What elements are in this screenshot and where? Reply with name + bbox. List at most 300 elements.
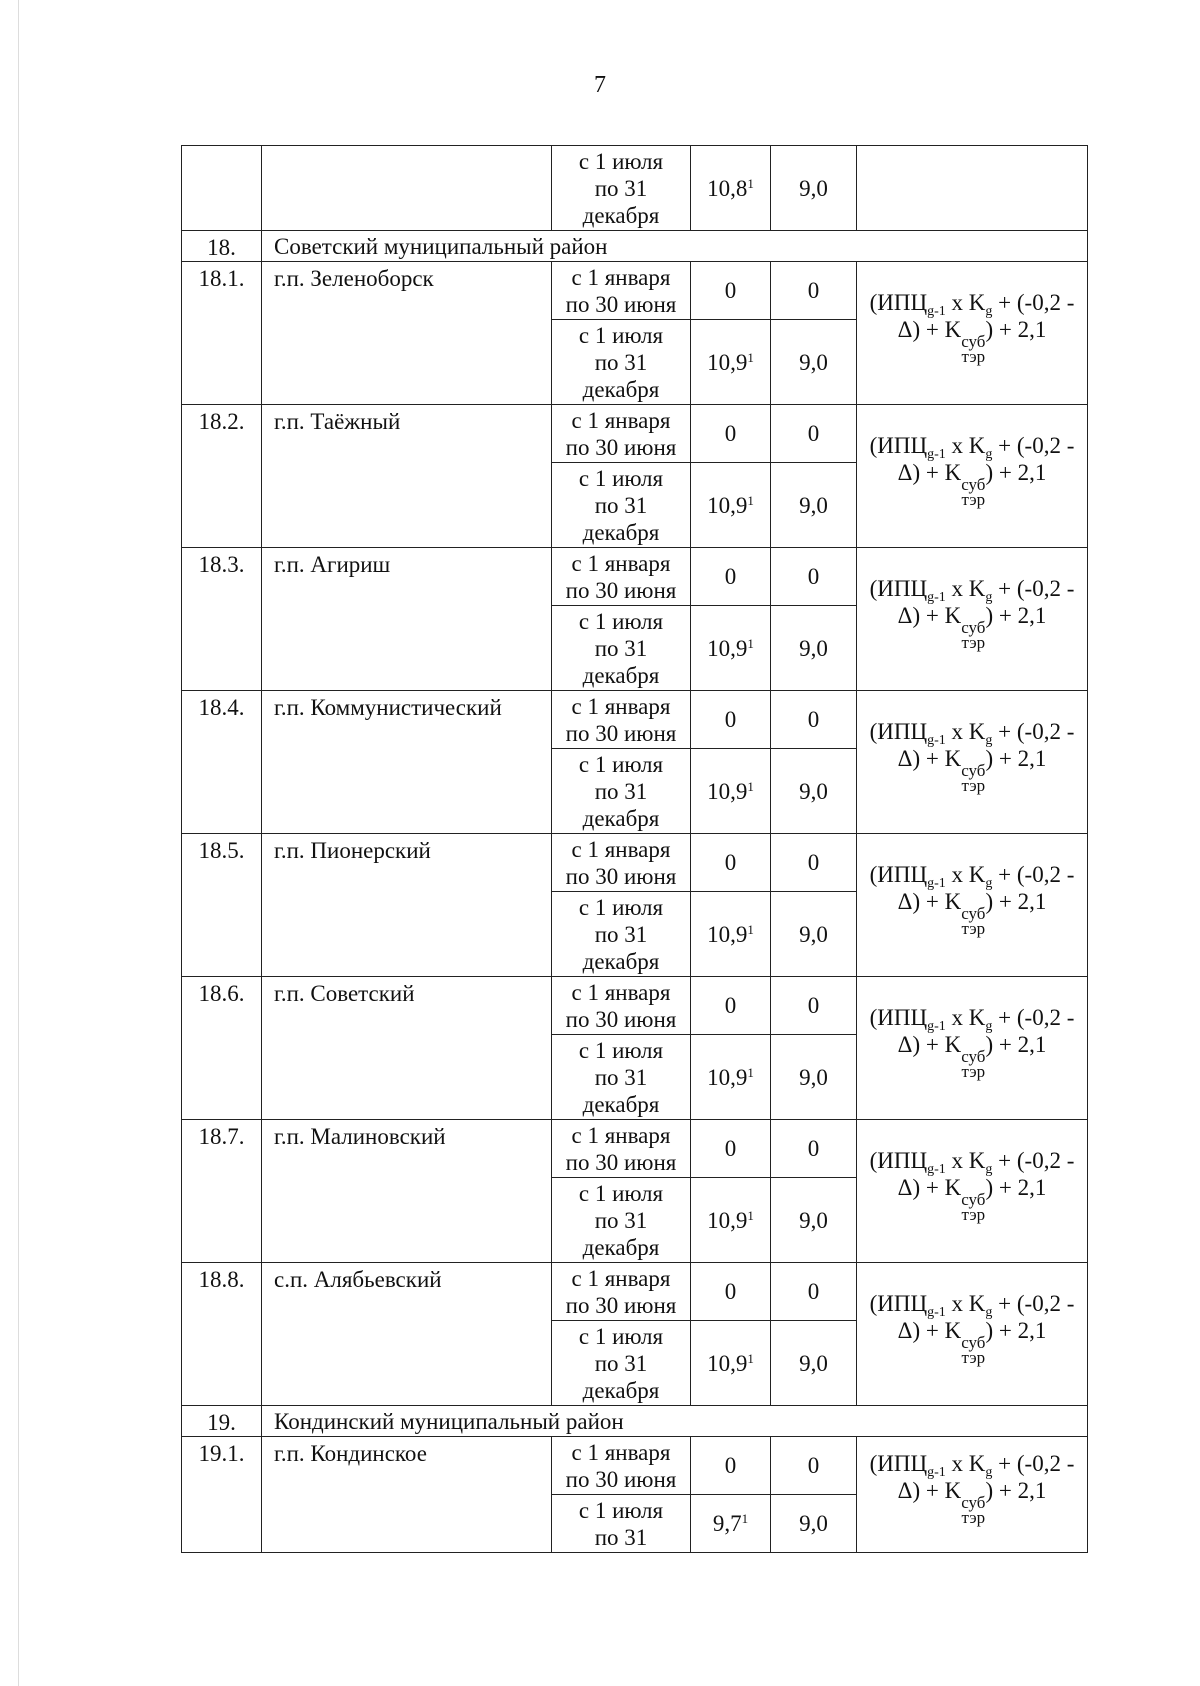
formula-part: (ИПЦ xyxy=(869,861,928,887)
formula-part: (ИПЦ xyxy=(869,575,928,601)
formula-part: Δ) + K xyxy=(897,1174,962,1200)
value-cell xyxy=(691,834,771,892)
formula-subscript: g-1 xyxy=(927,732,946,748)
formula-cell xyxy=(857,262,1088,405)
period-line: с 1 января xyxy=(571,407,671,433)
formula-subscript: тэр xyxy=(961,775,986,795)
formula-superscript: суб xyxy=(961,903,986,923)
settlement-number: 19.1. xyxy=(182,1437,262,1553)
formula-subscript: g-1 xyxy=(927,589,946,605)
period-line: по 31 xyxy=(594,1064,648,1090)
formula-part: + (-0,2 - xyxy=(992,575,1075,601)
formula-subscript: g xyxy=(985,303,993,319)
period-line: с 1 июля xyxy=(578,894,664,920)
value-cell xyxy=(771,606,857,691)
value-cell xyxy=(691,1321,771,1406)
district-name: Советский муниципальный район xyxy=(262,231,1088,262)
formula-superscript: суб xyxy=(961,1332,986,1352)
district-row xyxy=(182,1406,1088,1437)
value-cell xyxy=(691,1120,771,1178)
footnote-mark: 1 xyxy=(747,1064,754,1080)
formula-part: (ИПЦ xyxy=(869,1290,928,1316)
value-text: 0 xyxy=(807,421,820,446)
period-january-june xyxy=(552,834,691,892)
value-cell xyxy=(771,834,857,892)
settlement-name: г.п. Малиновский xyxy=(262,1120,552,1263)
period-line: по 30 июня xyxy=(565,1006,677,1032)
footnote-mark: 1 xyxy=(747,492,754,508)
formula-subscript: g-1 xyxy=(927,1304,946,1320)
formula-part: ) + 2,1 xyxy=(985,459,1047,485)
period-january-june xyxy=(552,977,691,1035)
district-name: Кондинский муниципальный район xyxy=(262,1406,1088,1437)
period-line: по 31 xyxy=(594,1350,648,1376)
value-text: 9,0 xyxy=(799,175,828,201)
page-number: 7 xyxy=(594,72,606,98)
formula-superscript: суб xyxy=(961,474,986,494)
settlement-row xyxy=(182,691,1088,749)
period-line: с 1 января xyxy=(571,836,671,862)
formula-cell xyxy=(857,1263,1088,1406)
formula-line-2 xyxy=(857,1317,1087,1365)
formula-part: + (-0,2 - xyxy=(992,289,1075,315)
formula-part: ) + 2,1 xyxy=(985,1031,1047,1057)
period-january-june xyxy=(552,691,691,749)
period-line: по 30 июня xyxy=(565,291,677,317)
period-line: по 31 xyxy=(594,175,648,201)
formula-line-1 xyxy=(857,718,1087,748)
formula-part: Δ) + K xyxy=(897,888,962,914)
settlement-name: г.п. Пионерский xyxy=(262,834,552,977)
formula-cell xyxy=(857,691,1088,834)
formula-part: x K xyxy=(945,718,986,744)
period-line: с 1 июля xyxy=(578,1180,664,1206)
value-cell xyxy=(771,1035,857,1120)
formula xyxy=(857,432,1087,521)
period-line: с 1 июля xyxy=(578,465,664,491)
period-line: по 31 xyxy=(594,635,648,661)
value-text: 10,9 xyxy=(707,778,748,804)
formula-line-2 xyxy=(857,602,1087,650)
formula-part: Δ) + K xyxy=(897,459,962,485)
formula-part: + (-0,2 - xyxy=(992,1004,1075,1030)
period-line: с 1 июля xyxy=(578,148,664,174)
formula-superscript: суб xyxy=(961,760,986,780)
value-text: 0 xyxy=(724,850,737,875)
settlement-row xyxy=(182,548,1088,606)
value-cell xyxy=(691,977,771,1035)
value-text: 0 xyxy=(807,850,820,875)
empty-formula-cell xyxy=(857,146,1088,231)
formula-line-2 xyxy=(857,1031,1087,1079)
value-text: 9,0 xyxy=(799,349,828,375)
formula-line-2 xyxy=(857,459,1087,507)
period-january-june xyxy=(552,1437,691,1495)
period-line: с 1 января xyxy=(571,1122,671,1148)
value-cell xyxy=(691,463,771,548)
value-text: 0 xyxy=(724,564,737,589)
footnote-mark: 1 xyxy=(747,175,754,191)
period-line: с 1 июля xyxy=(578,1323,664,1349)
formula-line-2 xyxy=(857,745,1087,793)
formula-part: ) + 2,1 xyxy=(985,1317,1047,1343)
period-january-june xyxy=(552,1263,691,1321)
formula-part: x K xyxy=(945,432,986,458)
formula-stacked-index xyxy=(961,760,986,795)
value-text: 9,0 xyxy=(799,1350,828,1376)
value-text: 10,9 xyxy=(707,349,748,375)
period-line: с 1 июля xyxy=(578,608,664,634)
period-line: с 1 января xyxy=(571,1265,671,1291)
period-line: по 30 июня xyxy=(565,1149,677,1175)
settlement-name: г.п. Коммунистический xyxy=(262,691,552,834)
value-text: 9,0 xyxy=(799,492,828,518)
value-cell xyxy=(771,405,857,463)
value-cell xyxy=(771,320,857,405)
footnote-mark: 1 xyxy=(747,349,754,365)
value-text: 0 xyxy=(724,1279,737,1304)
period-january-june xyxy=(552,1120,691,1178)
tariff-table xyxy=(181,145,1088,1553)
value-cell xyxy=(691,320,771,405)
footnote-mark: 1 xyxy=(747,921,754,937)
value-cell xyxy=(691,892,771,977)
formula-part: x K xyxy=(945,1147,986,1173)
formula-line-1 xyxy=(857,861,1087,891)
formula-line-2 xyxy=(857,1477,1087,1525)
footnote-mark: 1 xyxy=(747,635,754,651)
period-july-december xyxy=(552,1178,691,1263)
value-cell xyxy=(771,146,857,231)
formula-part: Δ) + K xyxy=(897,745,962,771)
period-line: декабря xyxy=(582,1377,660,1403)
period-july-december xyxy=(552,320,691,405)
formula xyxy=(857,575,1087,664)
settlement-name: г.п. Таёжный xyxy=(262,405,552,548)
formula xyxy=(857,861,1087,950)
value-text: 0 xyxy=(807,564,820,589)
formula-part: Δ) + K xyxy=(897,602,962,628)
formula-line-1 xyxy=(857,1290,1087,1320)
formula-subscript: g-1 xyxy=(927,1465,946,1480)
formula-line-2 xyxy=(857,1174,1087,1222)
formula-part: (ИПЦ xyxy=(869,1451,928,1476)
formula xyxy=(857,1450,1087,1539)
period-line: по 31 xyxy=(594,492,648,518)
settlement-row xyxy=(182,1120,1088,1178)
formula xyxy=(857,1004,1087,1093)
formula-line-1 xyxy=(857,289,1087,319)
formula-part: + (-0,2 - xyxy=(992,432,1075,458)
formula-subscript: тэр xyxy=(961,1204,986,1224)
period-line: декабря xyxy=(582,662,660,688)
settlement-number: 18.8. xyxy=(182,1263,262,1406)
value-text: 0 xyxy=(724,1136,737,1161)
formula-part: x K xyxy=(945,1451,986,1476)
value-text: 0 xyxy=(807,1136,820,1161)
value-cell xyxy=(771,1263,857,1321)
value-text: 0 xyxy=(807,707,820,732)
settlement-row xyxy=(182,1437,1088,1495)
period-line: декабря xyxy=(582,1091,660,1117)
formula-cell xyxy=(857,1120,1088,1263)
formula-subscript: тэр xyxy=(961,346,986,366)
period-line: с 1 июля xyxy=(578,1037,664,1063)
formula-stacked-index xyxy=(961,903,986,938)
formula xyxy=(857,1290,1087,1379)
period-january-june xyxy=(552,405,691,463)
value-text: 9,0 xyxy=(799,1207,828,1233)
formula-part: x K xyxy=(945,1290,986,1316)
settlement-number: 18.5. xyxy=(182,834,262,977)
period-line: декабря xyxy=(582,948,660,974)
period-line: по 31 xyxy=(594,778,648,804)
value-cell xyxy=(771,548,857,606)
value-cell xyxy=(691,1263,771,1321)
formula-line-1 xyxy=(857,575,1087,605)
settlement-name: с.п. Алябьевский xyxy=(262,1263,552,1406)
formula-stacked-index xyxy=(961,1332,986,1367)
formula-line-2 xyxy=(857,316,1087,364)
value-cell xyxy=(771,262,857,320)
footnote-mark: 1 xyxy=(741,1511,749,1526)
value-cell xyxy=(691,691,771,749)
period-line: по 31 xyxy=(594,1207,648,1233)
formula-stacked-index xyxy=(961,1189,986,1224)
formula-superscript: суб xyxy=(961,1046,986,1066)
value-text: 10,9 xyxy=(707,921,748,947)
period-july-december xyxy=(552,1035,691,1120)
footnote-mark: 1 xyxy=(747,1350,754,1366)
formula-superscript: суб xyxy=(961,331,986,351)
period-line: по 30 июня xyxy=(565,863,677,889)
formula-subscript: тэр xyxy=(961,1508,986,1527)
district-row xyxy=(182,231,1088,262)
footnote-mark: 1 xyxy=(747,1207,754,1223)
settlement-name: г.п. Зеленоборск xyxy=(262,262,552,405)
period-july-december xyxy=(552,463,691,548)
value-cell xyxy=(771,749,857,834)
formula-part: x K xyxy=(945,861,986,887)
formula-stacked-index xyxy=(961,1495,985,1525)
period-july-december xyxy=(552,749,691,834)
formula-subscript: g xyxy=(985,1304,993,1320)
formula-part: x K xyxy=(945,289,986,315)
settlement-name: г.п. Кондинское xyxy=(262,1437,552,1553)
empty-num-cell xyxy=(182,146,262,231)
formula-subscript: g-1 xyxy=(927,875,946,891)
formula-cell xyxy=(857,405,1088,548)
period-january-june xyxy=(552,548,691,606)
value-text: 9,0 xyxy=(799,921,828,947)
value-cell xyxy=(771,463,857,548)
period-line: с 1 января xyxy=(571,1439,671,1465)
value-cell xyxy=(771,1120,857,1178)
formula-subscript: g-1 xyxy=(927,446,946,462)
value-cell xyxy=(771,1495,857,1553)
formula-part: ) + 2,1 xyxy=(985,745,1047,771)
continuation-row xyxy=(182,146,1088,231)
value-cell xyxy=(691,146,771,231)
formula-subscript: g-1 xyxy=(927,1161,946,1177)
formula-cell xyxy=(857,1437,1088,1553)
district-number: 18. xyxy=(182,231,262,262)
settlement-name: г.п. Агириш xyxy=(262,548,552,691)
formula-subscript: g xyxy=(985,589,993,605)
value-text: 9,0 xyxy=(799,1064,828,1090)
formula-line-1 xyxy=(857,1004,1087,1034)
value-cell xyxy=(771,1321,857,1406)
settlement-row xyxy=(182,834,1088,892)
period-july-december xyxy=(552,146,691,231)
value-text: 10,8 xyxy=(707,175,748,201)
formula-part: ) + 2,1 xyxy=(985,1174,1047,1200)
period-line: с 1 июля xyxy=(578,751,664,777)
formula-stacked-index xyxy=(961,1046,986,1081)
settlement-number: 18.2. xyxy=(182,405,262,548)
value-cell xyxy=(691,1178,771,1263)
value-text: 0 xyxy=(807,993,820,1018)
value-cell xyxy=(691,548,771,606)
formula-part: Δ) + K xyxy=(897,1478,962,1503)
formula-part: Δ) + K xyxy=(897,1031,962,1057)
period-july-december xyxy=(552,1495,691,1553)
formula-line-1 xyxy=(857,1450,1087,1480)
footnote-mark: 1 xyxy=(747,778,754,794)
formula-subscript: g xyxy=(985,1018,993,1034)
formula-subscript: g xyxy=(985,1465,993,1480)
empty-name-cell xyxy=(262,146,552,231)
period-line: декабря xyxy=(582,1234,660,1260)
value-cell xyxy=(691,262,771,320)
formula-subscript: тэр xyxy=(961,489,986,509)
formula-part: (ИПЦ xyxy=(869,1004,928,1030)
settlement-number: 18.4. xyxy=(182,691,262,834)
formula-part: + (-0,2 - xyxy=(992,1451,1075,1476)
period-line: по 31 xyxy=(594,921,648,947)
period-line: декабря xyxy=(582,805,660,831)
period-july-december xyxy=(552,892,691,977)
value-text: 10,9 xyxy=(707,1207,748,1233)
settlement-number: 18.6. xyxy=(182,977,262,1120)
formula-stacked-index xyxy=(961,474,986,509)
period-january-june xyxy=(552,262,691,320)
formula-part: Δ) + K xyxy=(897,316,962,342)
district-number: 19. xyxy=(182,1406,262,1437)
value-text: 0 xyxy=(807,1279,820,1304)
formula-subscript: тэр xyxy=(961,632,986,652)
formula-subscript: тэр xyxy=(961,918,986,938)
period-line: по 30 июня xyxy=(565,434,677,460)
period-line: по 30 июня xyxy=(565,1466,677,1492)
period-line: с 1 января xyxy=(571,979,671,1005)
value-text: 10,9 xyxy=(707,1350,748,1376)
period-line: с 1 июля xyxy=(578,1497,664,1523)
value-text: 9,0 xyxy=(799,1511,828,1536)
settlement-row xyxy=(182,405,1088,463)
value-cell xyxy=(771,691,857,749)
formula-subscript: тэр xyxy=(961,1061,986,1081)
period-line: по 30 июня xyxy=(565,577,677,603)
formula xyxy=(857,1147,1087,1236)
formula-subscript: g-1 xyxy=(927,303,946,319)
period-line: с 1 января xyxy=(571,550,671,576)
formula-cell xyxy=(857,548,1088,691)
formula-part: + (-0,2 - xyxy=(992,1147,1075,1173)
period-line: с 1 января xyxy=(571,693,671,719)
formula xyxy=(857,718,1087,807)
value-cell xyxy=(771,977,857,1035)
value-text: 9,7 xyxy=(712,1511,742,1536)
period-line: по 31 xyxy=(594,1524,648,1550)
formula-subscript: g xyxy=(985,875,993,891)
value-text: 0 xyxy=(724,707,737,732)
formula-part: + (-0,2 - xyxy=(992,718,1075,744)
formula-part: ) + 2,1 xyxy=(985,888,1047,914)
formula-line-1 xyxy=(857,432,1087,462)
period-line: декабря xyxy=(582,519,660,545)
scan-edge xyxy=(18,0,19,1686)
period-line: по 30 июня xyxy=(565,1292,677,1318)
value-cell xyxy=(691,606,771,691)
formula-part: Δ) + K xyxy=(897,1317,962,1343)
formula-part: ) + 2,1 xyxy=(985,1478,1047,1503)
settlement-name: г.п. Советский xyxy=(262,977,552,1120)
period-july-december xyxy=(552,1321,691,1406)
formula-line-2 xyxy=(857,888,1087,936)
value-text: 9,0 xyxy=(799,778,828,804)
formula-stacked-index xyxy=(961,331,986,366)
period-line: декабря xyxy=(582,202,660,228)
value-cell xyxy=(691,749,771,834)
settlement-row xyxy=(182,1263,1088,1321)
value-cell xyxy=(691,1437,771,1495)
value-cell xyxy=(771,1437,857,1495)
formula-superscript: суб xyxy=(961,617,986,637)
formula-subscript: g xyxy=(985,446,993,462)
formula-part: ) + 2,1 xyxy=(985,602,1047,628)
value-text: 0 xyxy=(724,993,737,1018)
formula-subscript: тэр xyxy=(961,1347,986,1367)
period-line: с 1 января xyxy=(571,264,671,290)
formula-superscript: суб xyxy=(961,1493,986,1512)
value-text: 0 xyxy=(724,278,737,303)
period-line: декабря xyxy=(582,376,660,402)
formula-part: ) + 2,1 xyxy=(985,316,1047,342)
value-cell xyxy=(691,405,771,463)
value-cell xyxy=(771,892,857,977)
formula-cell xyxy=(857,834,1088,977)
formula-part: (ИПЦ xyxy=(869,1147,928,1173)
settlement-number: 18.1. xyxy=(182,262,262,405)
formula-part: + (-0,2 - xyxy=(992,1290,1075,1316)
period-july-december xyxy=(552,606,691,691)
value-text: 0 xyxy=(807,278,820,303)
period-line: по 31 xyxy=(594,349,648,375)
formula-part: (ИПЦ xyxy=(869,718,928,744)
settlement-row xyxy=(182,977,1088,1035)
formula-superscript: суб xyxy=(961,1189,986,1209)
formula-stacked-index xyxy=(961,617,986,652)
value-text: 0 xyxy=(724,421,737,446)
value-text: 9,0 xyxy=(799,635,828,661)
value-cell xyxy=(691,1035,771,1120)
value-text: 0 xyxy=(724,1453,737,1478)
formula-part: (ИПЦ xyxy=(869,289,928,315)
value-cell xyxy=(691,1495,771,1553)
settlement-row xyxy=(182,262,1088,320)
formula-cell xyxy=(857,977,1088,1120)
